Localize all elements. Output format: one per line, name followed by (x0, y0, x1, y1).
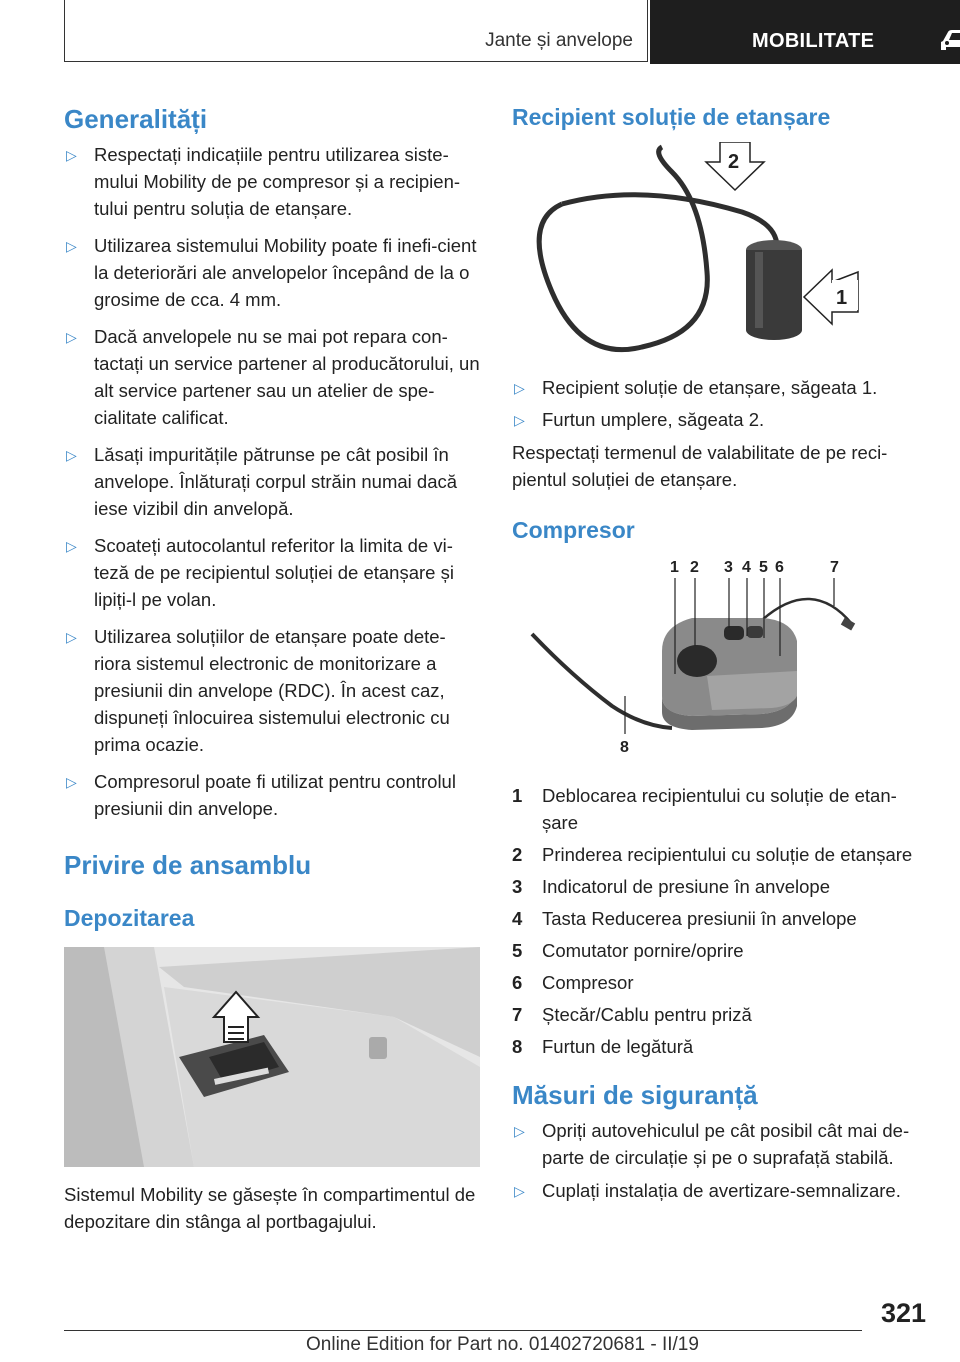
sealant-container-illustration (512, 142, 932, 364)
compressor-parts-list (512, 782, 932, 1060)
compressor-heading: Compresor (512, 516, 635, 543)
page-header (64, 0, 960, 66)
safety-list (512, 1117, 932, 1204)
list-item: ▷ Furtun umplere, săgeata 2. (512, 406, 932, 433)
storage-text: Sistemul Mobility se găsește în compartimentul de depozitare din stânga al portbagajului. (64, 1183, 476, 1232)
list-item: ▷ Utilizarea soluțiilor de etanșare poate dete-riora sistemul electronic de monitorizare a presiunii din anvelope (RDC). În acest caz, dispuneți înlocuirea sistemului electronic cu prima ocazie. (66, 626, 450, 756)
chapter-title: MOBILITATE (752, 30, 875, 52)
list-item: ▷ Respectați indicațiile pentru utilizarea siste-mului Mobility de pe compresor și a recipien-tului pentru soluția de etanșare. (66, 144, 461, 220)
section-title: Jante și anvelope (485, 30, 633, 51)
callout-3: 3 (724, 559, 733, 577)
triangle-bullet-icon: ▷ (514, 411, 525, 428)
list-item: ▷ Opriți autovehiculul pe cât posibil cât mai de-parte de circulație și pe o suprafață stabilă. (514, 1120, 910, 1169)
triangle-bullet-icon: ▷ (514, 379, 525, 396)
triangle-bullet-icon: ▷ (66, 147, 77, 164)
container-heading: Recipient soluție de etanșare (512, 104, 831, 130)
triangle-bullet-icon: ▷ (66, 629, 77, 646)
callout-6: 6 (775, 559, 784, 577)
chapter-header-box (650, 0, 960, 64)
list-item: ▷ Lăsați impuritățile pătrunse pe cât posibil în anvelope. Înlăturați corpul străin numai dacă iese vizibil din anvelopă. (66, 444, 458, 520)
right-column (512, 96, 932, 1204)
list-item: ▷ Utilizarea sistemului Mobility poate fi inefi-cient la deteriorări ale anvelopelor începând de la o grosime de cca. 4 mm. (66, 235, 477, 311)
footer-divider (64, 1330, 862, 1331)
triangle-bullet-icon: ▷ (66, 329, 77, 346)
callout-5: 5 (759, 559, 768, 577)
compressor-illustration (512, 556, 932, 768)
edition-note: Online Edition for Part no. 01402720681 - II/19 (306, 1334, 699, 1355)
triangle-bullet-icon: ▷ (66, 238, 77, 255)
arrow-label-1: 1 (836, 286, 848, 309)
list-item: 2 Prinderea recipientului cu soluție de etanșare (512, 844, 913, 866)
overview-heading: Privire de ansamblu (64, 850, 312, 881)
general-list (64, 141, 480, 822)
list-item: 6 Compresor (512, 972, 634, 994)
car-icon (938, 28, 960, 54)
container-expiry-text: Respectați termenul de valabilitate de pe reci-pientul soluției de etanșare. (512, 441, 888, 490)
triangle-bullet-icon: ▷ (66, 447, 77, 464)
general-heading: Generalități (64, 104, 208, 134)
page-number: 321 (880, 1298, 926, 1328)
list-item: 8 Furtun de legătură (512, 1036, 694, 1058)
callout-7: 7 (830, 559, 839, 577)
safety-heading: Măsuri de siguranță (512, 1080, 758, 1111)
triangle-bullet-icon: ▷ (66, 774, 77, 791)
storage-heading: Depozitarea (64, 905, 195, 932)
callout-1: 1 (670, 559, 679, 577)
callout-2: 2 (690, 559, 699, 577)
storage-illustration (64, 947, 480, 1167)
list-item: 4 Tasta Reducerea presiunii în anvelope (512, 908, 857, 930)
arrow-label-2: 2 (728, 150, 740, 173)
list-item: ▷ Compresorul poate fi utilizat pentru controlul presiunii din anvelope. (66, 771, 456, 820)
container-list (512, 374, 932, 433)
list-item: 1 Deblocarea recipientului cu soluție de etan-șare (512, 785, 897, 834)
list-item: ▷ Cuplați instalația de avertizare-semnalizare. (512, 1177, 932, 1204)
triangle-bullet-icon: ▷ (514, 1183, 525, 1200)
left-column (64, 96, 480, 1235)
callout-4: 4 (742, 559, 751, 577)
triangle-bullet-icon: ▷ (514, 1123, 525, 1140)
list-item: 7 Ștecăr/Cablu pentru priză (512, 1004, 752, 1026)
list-item: ▷ Recipient soluție de etanșare, săgeata 1. (512, 374, 932, 401)
list-item: 3 Indicatorul de presiune în anvelope (512, 876, 830, 898)
list-item: 5 Comutator pornire/oprire (512, 940, 744, 962)
list-item: ▷ Dacă anvelopele nu se mai pot repara con-tactați un service partener al producătorului, un alt service partener sau un atelier de spe-cialitate calificat. (66, 326, 480, 429)
list-item: ▷ Scoateți autocolantul referitor la limita de vi-teză de pe recipientul soluției de etanșare și lipiți-l pe volan. (66, 535, 454, 611)
triangle-bullet-icon: ▷ (66, 538, 77, 555)
callout-8: 8 (620, 739, 629, 757)
section-header-box (64, 0, 648, 62)
